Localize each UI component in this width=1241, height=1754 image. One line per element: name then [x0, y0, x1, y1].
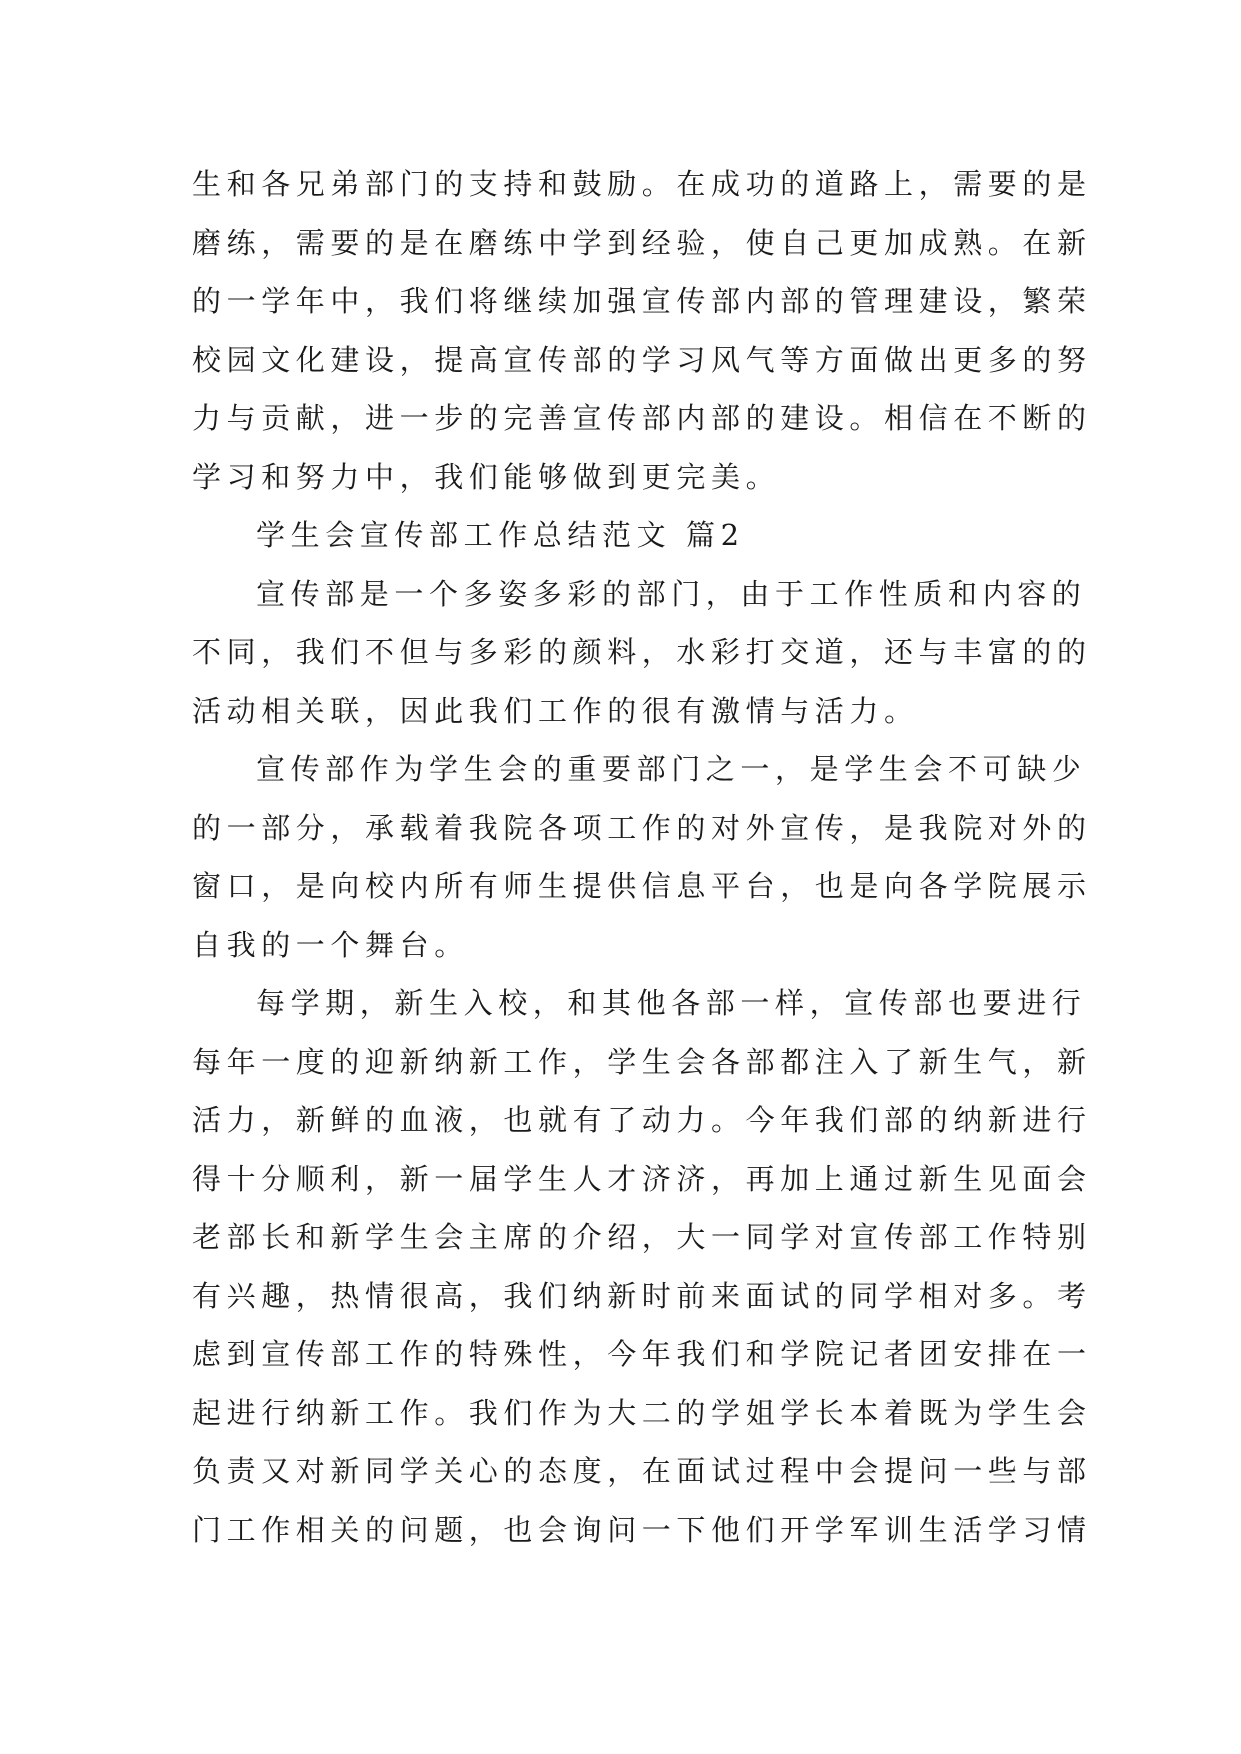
text-line: 老部长和新学生会主席的介绍，大一同学对宣传部工作特别 [192, 1220, 1092, 1254]
text-line: 的一部分，承载着我院各项工作的对外宣传，是我院对外的 [192, 810, 1092, 845]
section-title: 学生会宣传部工作总结范文 篇2 [256, 518, 745, 552]
text-line: 不同，我们不但与多彩的颜料，水彩打交道，还与丰富的的 [192, 635, 1092, 669]
text-line: 活力，新鲜的血液，也就有了动力。今年我们部的纳新进行 [192, 1103, 1092, 1137]
text-line: 每年一度的迎新纳新工作，学生会各部都注入了新生气，新 [192, 1044, 1092, 1079]
text-line: 力与贡献，进一步的完善宣传部内部的建设。相信在不断的 [192, 401, 1092, 435]
text-line: 磨练，需要的是在磨练中学到经验，使自己更加成熟。在新 [192, 225, 1092, 260]
text-line: 宣传部是一个多姿多彩的部门，由于工作性质和内容的 [256, 576, 1087, 611]
text-line: 学习和努力中，我们能够做到更完美。 [192, 459, 781, 494]
text-line: 自我的一个舞台。 [192, 927, 469, 962]
text-line: 有兴趣，热情很高，我们纳新时前来面试的同学相对多。考 [192, 1278, 1092, 1313]
section-heading [192, 506, 1052, 565]
paragraph-4 [192, 974, 1092, 1559]
document-body [192, 155, 1092, 1559]
text-line: 窗口，是向校内所有师生提供信息平台，也是向各学院展示 [192, 869, 1092, 903]
text-line: 起进行纳新工作。我们作为大二的学姐学长本着既为学生会 [192, 1395, 1092, 1430]
text-line: 虑到宣传部工作的特殊性，今年我们和学院记者团安排在一 [192, 1337, 1092, 1371]
text-line: 宣传部作为学生会的重要部门之一，是学生会不可缺少 [256, 752, 1087, 786]
paragraph-2 [192, 565, 1092, 741]
paragraph-1 [192, 155, 1092, 506]
text-line: 得十分顺利，新一届学生人才济济，再加上通过新生见面会 [192, 1161, 1092, 1196]
text-line: 门工作相关的问题，也会询问一下他们开学军训生活学习情 [192, 1512, 1092, 1547]
paragraph-3 [192, 740, 1092, 974]
text-line: 活动相关联，因此我们工作的很有激情与活力。 [192, 693, 919, 728]
text-line: 每学期，新生入校，和其他各部一样，宣传部也要进行 [256, 986, 1087, 1020]
text-line: 的一学年中，我们将继续加强宣传部内部的管理建设，繁荣 [192, 284, 1092, 318]
text-line: 负责又对新同学关心的态度，在面试过程中会提问一些与部 [192, 1454, 1092, 1488]
text-line: 生和各兄弟部门的支持和鼓励。在成功的道路上，需要的是 [192, 167, 1092, 201]
text-line: 校园文化建设，提高宣传部的学习风气等方面做出更多的努 [192, 342, 1092, 377]
